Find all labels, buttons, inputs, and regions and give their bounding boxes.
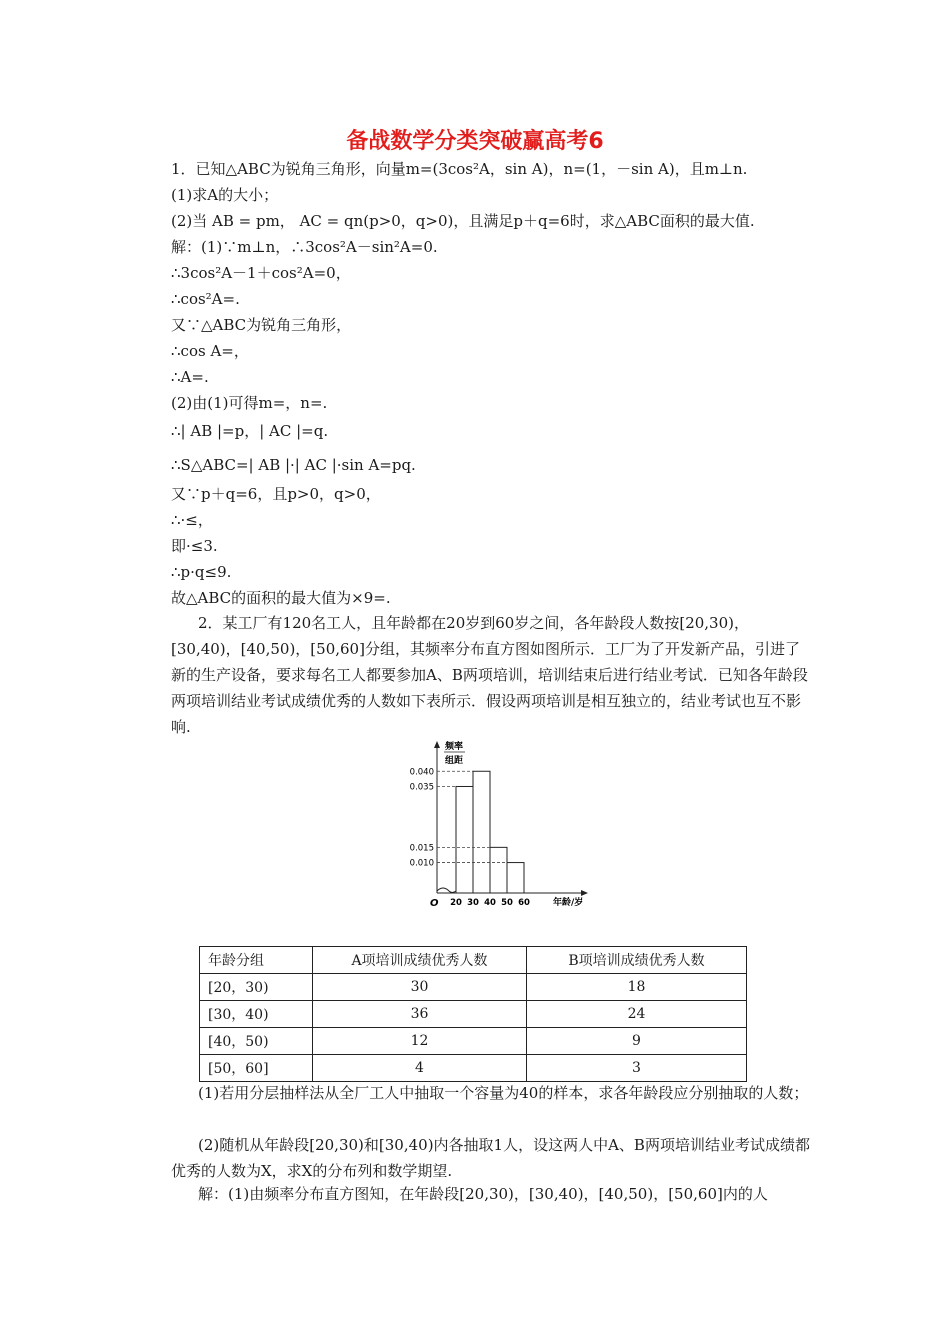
table-row [200, 1001, 747, 1028]
origin-label: O [430, 898, 439, 909]
table-row [200, 1028, 747, 1055]
solution1-line: ∴cos A=， [171, 342, 249, 360]
x-axis-label: 年龄/岁 [553, 898, 584, 908]
table-cell: [30，40) [200, 1001, 313, 1028]
y-tick-label: 0.015 [409, 843, 434, 854]
histogram-bar [490, 847, 507, 893]
x-tick-label: 60 [518, 898, 530, 908]
table-cell: 9 [527, 1028, 747, 1055]
solution1-line: ∴A=. [171, 368, 209, 386]
x-axis-arrow [581, 890, 588, 896]
histogram-bar [473, 771, 490, 893]
frequency-histogram [405, 735, 605, 915]
question-2: (2)随机从年龄段[20,30)和[30,40)内各抽取1人，设这两人中A、B两项培训结业考试成绩都优秀的人数为X，求X的分布列和数学期望. [171, 1136, 810, 1180]
table-row [200, 1055, 747, 1082]
table-cell: 18 [527, 974, 747, 1001]
solution1-line: ∴cos²A=. [171, 290, 240, 308]
histogram-bar [456, 786, 473, 893]
table-header: A项培训成绩优秀人数 [313, 947, 527, 974]
solution1-line: ∴p·q≤9. [171, 563, 232, 581]
excellent-count-table [199, 946, 747, 1082]
problem2-statement: 2．某工厂有120名工人，且年龄都在20岁到60岁之间，各年龄段人数按[20,30)，[30,40)，[40,50)，[50,60]分组，其频率分布直方图如图所示．工厂为了开发新产品，引进了新的生产设备，要求每名工人都要参加A、B两项培训，培训结束后进行结业考试．已知各年龄段两项培训结业考试成绩优秀的人数如下表所示．假设两项培训是相互独立的，结业考试也互不影响. [171, 614, 808, 736]
table-cell: 30 [313, 974, 527, 1001]
histogram-bar [507, 863, 524, 893]
y-tick-label: 0.040 [409, 767, 434, 778]
solution1-line: 即·≤3. [171, 537, 218, 555]
axis-break [437, 888, 456, 893]
y-axis-label: 频率 [445, 742, 464, 752]
y-axis-arrow [434, 741, 440, 748]
y-tick-label: 0.035 [409, 782, 434, 793]
table-cell: 4 [313, 1055, 527, 1082]
table-cell: 3 [527, 1055, 747, 1082]
table-header: 年龄分组 [200, 947, 313, 974]
x-tick-label: 20 [450, 898, 462, 908]
solution1-line: ∴| AB |=p，| AC |=q. [171, 422, 329, 440]
table-cell: [50，60] [200, 1055, 313, 1082]
table-row [200, 974, 747, 1001]
table-cell: 24 [527, 1001, 747, 1028]
table-cell: [20，30) [200, 974, 313, 1001]
solution1-line: 解：(1)∵m⊥n，∴3cos²A－sin²A=0. [171, 238, 438, 256]
x-tick-label: 40 [484, 898, 496, 908]
solution2-start: 解：(1)由频率分布直方图知，在年龄段[20,30)，[30,40)，[40,50)，[50,60]内的人 [198, 1185, 768, 1203]
solution1-conclusion: 故△ABC的面积的最大值为×9=. [171, 589, 391, 607]
solution1-line: 又∵p＋q=6，且p>0，q>0， [171, 485, 381, 503]
x-tick-label: 50 [501, 898, 513, 908]
problem1-part2: (2)当 AB = pm， AC = qn(p>0，q>0)，且满足p＋q=6时，求△ABC面积的最大值. [171, 212, 755, 230]
solution1-line: ∴·≤， [171, 511, 213, 529]
question-1: (1)若用分层抽样法从全厂工人中抽取一个容量为40的样本，求各年龄段应分别抽取的人数； [198, 1084, 809, 1102]
y-axis-label: 组距 [445, 756, 464, 766]
table-cell: [40，50) [200, 1028, 313, 1055]
table-header: B项培训成绩优秀人数 [527, 947, 747, 974]
table-cell: 12 [313, 1028, 527, 1055]
table-header-row [200, 947, 747, 974]
y-tick-label: 0.010 [409, 858, 434, 869]
solution1-line: 又∵△ABC为锐角三角形， [171, 316, 352, 334]
page-title: 备战数学分类突破赢高考6 [346, 129, 604, 154]
problem1-statement: 1．已知△ABC为锐角三角形，向量m=(3cos²A，sin A)，n=(1，－sin A)，且m⊥n. [171, 160, 748, 178]
problem1-part1: (1)求A的大小； [171, 186, 279, 204]
x-tick-label: 30 [467, 898, 479, 908]
table-cell: 36 [313, 1001, 527, 1028]
solution1-line: ∴S△ABC=| AB |·| AC |·sin A=pq. [171, 456, 416, 474]
solution1-line: (2)由(1)可得m=，n=. [171, 394, 328, 412]
solution1-line: ∴3cos²A－1＋cos²A=0， [171, 264, 351, 282]
